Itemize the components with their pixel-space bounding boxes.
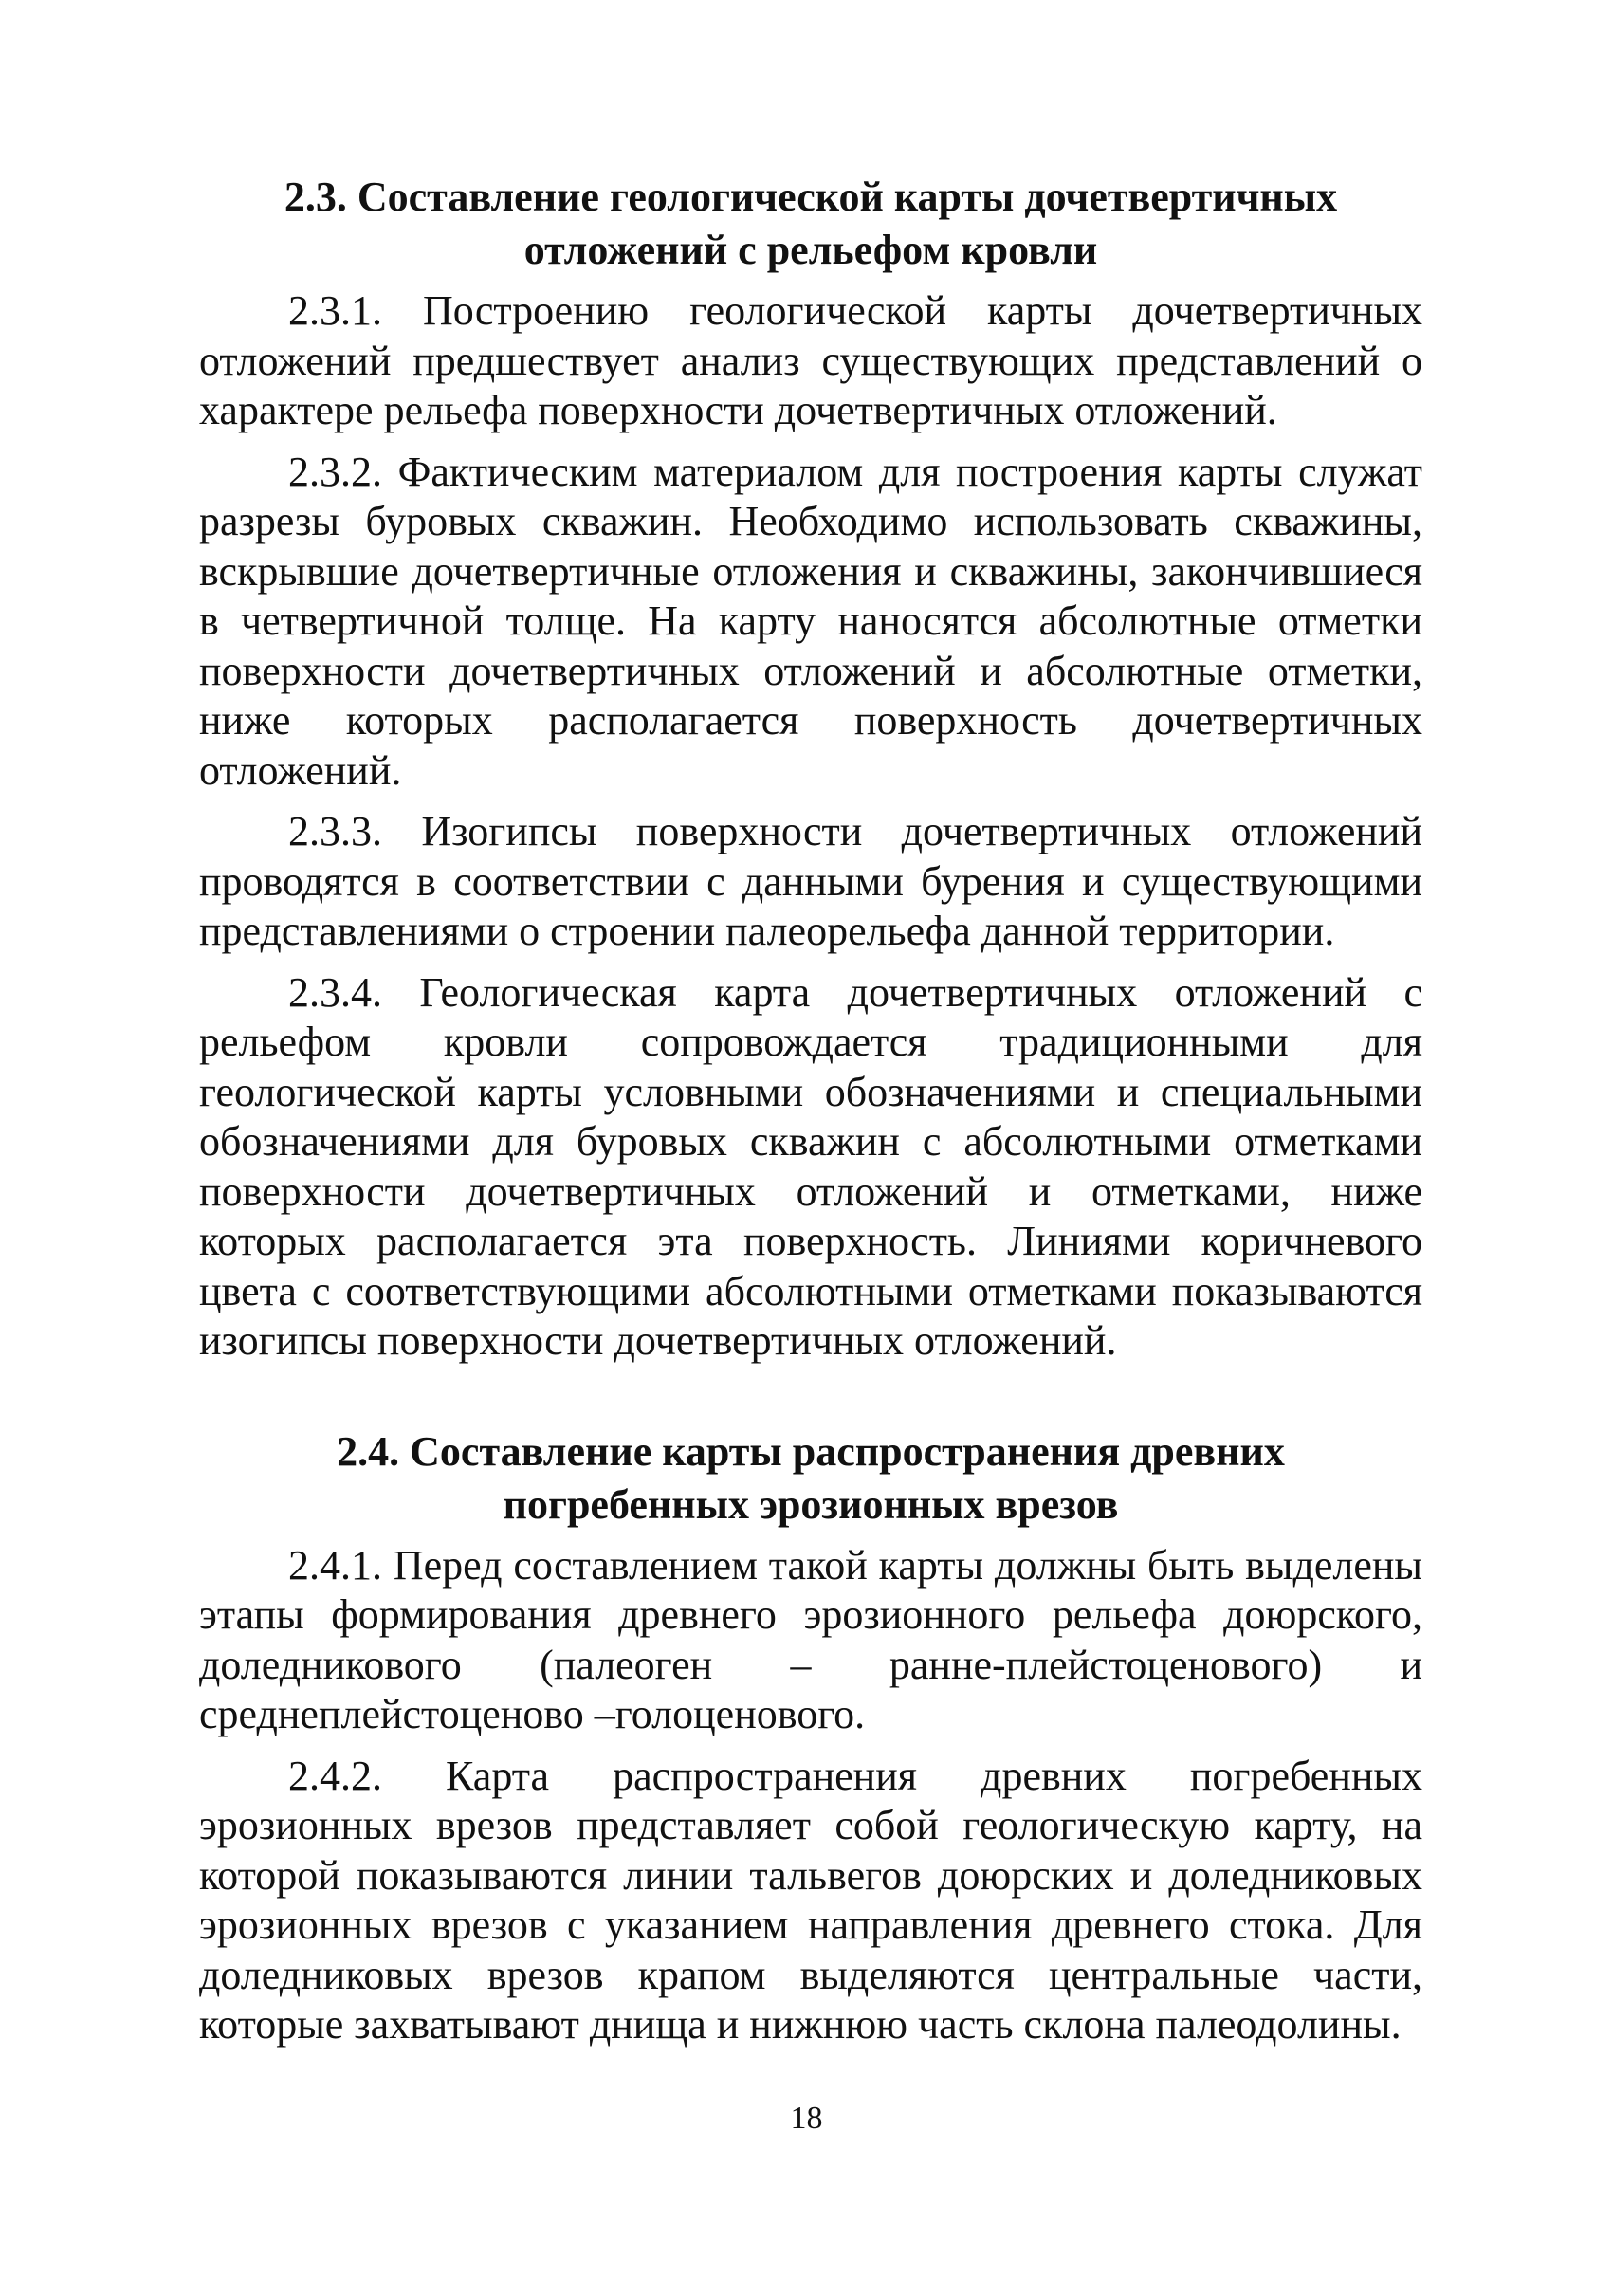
paragraph-2-3-1: 2.3.1. Построению геологической карты дочетвертичных отложений предшествует анализ существующих представлений о характере рельефа поверхности дочетвертичных отложений. (199, 287, 1422, 433)
document-page (199, 171, 1422, 2050)
paragraph-2-4-1: 2.4.1. Перед составлением такой карты должны быть выделены этапы формирования древнего эрозионного рельефа доюрского, доледникового (палеоген – ранне-плейстоценового) и среднеплейстоценово –голоценового. (199, 1541, 1422, 1737)
page-number: 18 (790, 2101, 823, 2136)
paragraph-2-3-2: 2.3.2. Фактическим материалом для построения карты служат разрезы буровых скважин. Необходимо использовать скважины, вскрывшие дочетвертичные отложения и скважины, закончившиеся в четвертичной толще. На карту наносятся абсолютные отметки поверхности дочетвертичных отложений и абсолютные отметки, ниже которых располагается поверхность дочетвертичных отложений. (199, 448, 1422, 794)
paragraph-2-4-2: 2.4.2. Карта распространения древних погребенных эрозионных врезов представляет собой геологическую карту, на которой показываются линии тальвегов доюрских и доледниковых эрозионных врезов с указанием направления древнего стока. Для доледниковых врезов крапом выделяются центральные части, которые захватывают днища и нижнюю часть склона палеодолины. (199, 1752, 1422, 2048)
section-heading-2-4: 2.4. Составление карты распространения древних погребенных эрозионных врезов (337, 1427, 1285, 1528)
section-heading-2-3: 2.3. Составление геологической карты дочетвертичных отложений с рельефом кровли (284, 174, 1338, 273)
paragraph-2-3-3: 2.3.3. Изогипсы поверхности дочетвертичных отложений проводятся в соответствии с данными бурения и существующими представлениями о строении палеорельефа данной территории. (199, 808, 1422, 954)
paragraph-2-3-4: 2.3.4. Геологическая карта дочетвертичных отложений с рельефом кровли сопровождается традиционными для геологической карты условными обозначениями и специальными обозначениями для буровых скважин с абсолютными отметками поверхности дочетвертичных отложений и отметками, ниже которых располагается эта поверхность. Линиями коричневого цвета с соответствующими абсолютными отметками показываются изогипсы поверхности дочетвертичных отложений. (199, 968, 1422, 1364)
